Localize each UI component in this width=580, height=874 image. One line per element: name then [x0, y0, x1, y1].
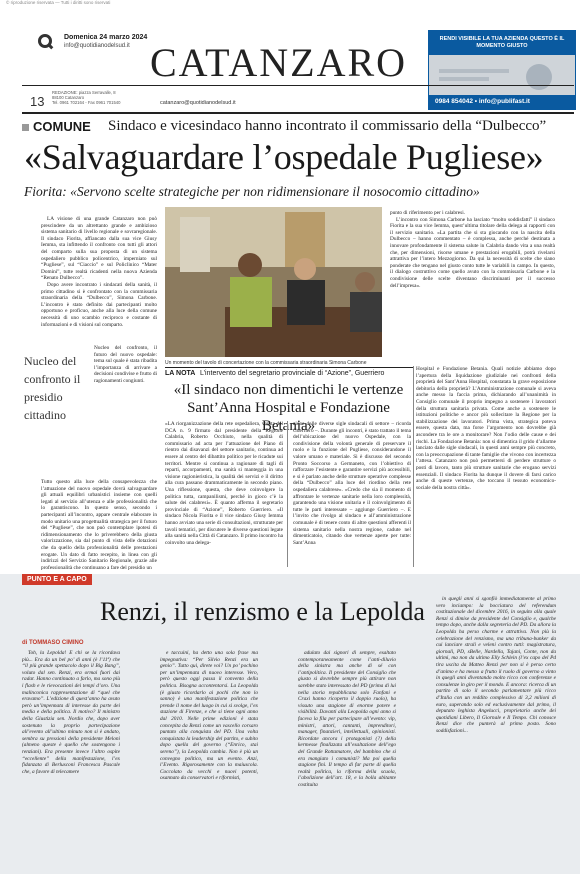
article-column-4: [390, 210, 555, 362]
redazione-block: [52, 90, 120, 106]
kicker-headline: Sindaco e vicesindaco hanno incontrato il commissario della “Dulbecco”: [108, 118, 547, 134]
nota-tag: LA NOTA: [165, 370, 196, 377]
opinion-column-1: [22, 650, 120, 864]
paragraph: Dopo avere incontrato i sindacati della sanità, il primo cittadino si è confrontato con la commissaria straordinaria della “Dulbecco”, Simona Carbone. L’incontro è stato definito dai partecipanti molto opportuno e proficuo, anche alla luce della comune necessità di uno scambio reciproco e costante di informazioni e di visioni sul comparto.: [41, 281, 157, 328]
nota-column-1: [165, 421, 283, 567]
article-title: «Salvaguardare l’ospedale Pugliese»: [24, 137, 544, 177]
paragraph: Tutto questo alla luce della consapevolezza che l’attuazione del nuovo ospedale dovrà salvaguardare gli attuali equilibri urbanistici insieme con quelli legati al servizio all’utenza e alle professionalità che lo garantiscono. In questo senso, secondo i partecipanti all’incontro, appare centrale elaborare in modo unitario una progettualità strategica per il futuro del “Pugliese”, che non può contemplare ipotesi di ridimensionamento che lo priverebbero della giusta valorizzazione, sia dal punto di vista delle dotazioni che da quello della professionalità delle prestazioni erogate. Un dato di fatto recepito, in linea con gli indirizzi del Servizio Sanitario Regionale, grazie alle professionalità che continuano a fare del presidio un: [41, 479, 157, 571]
issue-date: Domenica 24 marzo 2024: [64, 34, 148, 41]
ad-phone: 0984 854042 • info@publifast.it: [429, 95, 575, 109]
paragraph: adulato dai signori di sempre, esaltato contemporaneamente come l’anti-diluvio della sinistra ma anche di sé con l’antipolitica. Il presidente del Consiglio che giusto si dovrebbe sempre più attirare non sarebbe stato interessato del PD (prima di lui nella storia repubblicana solo Fanfani e Craxi hanno ricoperto il doppio ruolo), ha vissuto una stagione di enorme potere e visibilità. Davanti alla Leopolda ogni anno si faceva la fila per partecipare all’evento: vip, ministri, attori, cantanti, imprenditori, manager, finanzieri, intellettuali, opinionisti. Ricordate ancora i protagonisti (?) della kermesse finalizzata all’esaltazione dell’ego del Grande Rottamatore, del bambino che si era mangiato i comunisti? Ma poi quella stagione finì. Il tempo di far parte di quella realtà politica, la riforma della scuola, l’abolizione dell’art. 18, e la bolla abitante costituita: [298, 650, 396, 788]
nota-column-2: [293, 421, 411, 567]
article-photo: [165, 207, 382, 357]
paragraph: punto di riferimento per i calabresi.: [390, 210, 466, 216]
meeting-photo-icon: [165, 207, 382, 357]
photo-caption: Un momento del tavolo di concertazione con la commissaria straordinaria Simona Carbone: [165, 360, 367, 366]
paragraph: e taccuini, ha detto una sola frase ma impegnativa: “Per Silvio Renzi era un genio”. Tutto qui, direte voi? Un po’ pochino per un’impennata di nuovo interesse. Vero, però questo oggi passa il convento della politica. Bisogna accontentarsi. La Leopolda (è giusto ricordarlo ai pochi che non lo sanno) è una manifestazione politica che prende il nome del luogo in cui si svolge, l’ex stazione di Firenze, e che si tiene ogni anno dal 2010. Nelle prime edizioni è stata concepita da Renzi come un vascello corsaro puntato alla conquista del PD. Una volta conquistata la leadership del partito, e subito dopo quella del governo (“Enrico, stai sereno”), la Leopolda cambia. Non è più un convegno politico, ma un evento. Anzi, l’Evento. Rigorosamente con la maiuscola. Coccolato da vecchi e nuovi potenti, osannato da conservatori e riformisti,: [160, 650, 258, 782]
paragraph: «LA riorganizzazione della rete ospedaliera, varata dal DCA n. 9 firmato dal presidente della Regione Calabria, Roberto Occhiuto, nella qualità di commissario ad acta per l’attuazione del Piano di rientro dai disavanzi del settore sanitario, continua ad essere al centro del dibattito politico per le ricadute sui territori. Mentre si continua a ragionare di tagli di reparti, accorpamenti, ma sanità si manteggia in una visione ragionieristica, la qualità dei servizi e il diritto alla cura passano drammaticamente in secondo piano. Una riflessione, questa, che deve coinvolgere la politica tutta, campanilismi, perché in gioco c’è la salute dei calabresi». È quanto afferma il segretario provinciale di “Azione”, Roberto Guerriero. «Il sindaco Nicola Fiorita e il vice sindaco Giusy Iemma hanno avviato una serie di consultazioni, strutturate per tavoli tematici, per discutere le diverse questioni legate alla sanità nella Città di Catanzaro. Il primo incontro ha coinvolto una delega-: [165, 421, 283, 546]
copyright-line: © riproduzione riservata — Tutti i diritti sono riservati: [6, 0, 111, 5]
paragraph: Hospital e Fondazione Betania. Quali notizie abbiamo dopo l’apertura della liquidazione giudiziale nei confronti della proprietà del Sant’Anna Hospital, constatata la grave esposizione debitoria della proprietà? L’Amministrazione comunale si aveva anche messo la faccia prima, dichiarando all’unanimità in Consiglio comunale il proprio impegno a sostenere i lavoratori della struttura sanitaria privata. Come anche a sostenere le istituzioni politiche e ancor più sollecitare la Regione per la stabilizzazione dei lavoratori. Prima vista, strategica poteva essere, questa data, ma forse l’argomento non dovrebbe già ascondere tra le ore a monitorare? Non l’odio delle cause e dei rischi. La Fondazione Betania: non si dimentica il grido d’allarme lanciato dalle sigle sindacali, in questi anni sempre più concreto, con la preoccupazione di tante famiglie che vivono con incertezza l’attesa. Catanzaro non può permettersi di perdere strutture o posti di lavoro, tanto più strutture sanitarie che erogano servizi essenziali. Il sindaco Fiorita ha dunque il dovere di farsi carico anche di queste vertenze, che toccano il tessuto economico-sociale della nostra città».: [416, 366, 556, 491]
redazione-email: catanzaro@quotidianodelsud.it: [160, 100, 236, 106]
band-tag: PUNTO E A CAPO: [22, 574, 92, 585]
page-number: 13: [30, 94, 45, 109]
article-column-1-narrow: [94, 345, 157, 477]
nota-column-3: [416, 366, 556, 567]
ad-image: [429, 55, 575, 95]
paragraph: Toh, la Lepolda! E chi se la ricordava più... Era da un bel po’ di anni (è l’11ª) che “il più grande spettacolo dopo il Big Bang”, voluto dal sen. Renzi, era ormai fuori dai radar. Hanno continuato a farlo, ma sono più i flash e le rievocazioni dei tempi d’oro. Una malinconica rappresentazione di “quel che eravamo”. L’edizione di quest’anno ha avuto però un’impennata di interesse da parte dei media e della politica. Il motivo? Il ministro della Giustizia sen. Nordio che, dopo aver sostenuto la proprio partecipazione all’evento all’ultimo minuto non si è andato, sembra su pressioni della presidente Meloni (almeno queste è quello che sostengono i renziani). Era presente invece l’altro ospite “eccellente” della manifestazione, l’ex fidanzata di Berlusconi Francesca Pascale che, a favore di telecamere: [22, 650, 120, 775]
paragraph: LA visione di una grande Catanzaro non può prescindere da un altrettanto grande e ambizioso sistema sanitario di livello regionale e sovraregionale. Il sindaco Fiorita, affiancato dalla sua vice Giusy Iemma, sta infittendo il confronto con tutti gli attori del comparto sulla sua proposta di un sistema ospedaliero pubblico policentrico, imperniato sul “Pugliese”, sul “Ciaccio” e sul Policlinico “Mater Domini”, tutte realtà ricadenti nella nuova Azienda “Renato Dulbecco”.: [41, 216, 157, 282]
nota-subtitle: L’intervento del segretario provinciale di “Azione”, Guerriero: [200, 370, 385, 377]
opinion-column-3: [298, 650, 396, 864]
ad-illustration-icon: [429, 55, 575, 95]
paragraph: zione delle diverse sigle sindacali di settore – ricorda Guerriero –. Durante gli incontri, è stato trattato il tema dell’ubicazione del nuovo Ospedale, con la condivisione della volontà generale di preservare il ruolo e la funzione del Pugliese, considerandone il valore umano e materiale. Si è discusso del secondo Pronto Soccorso a Germaneto, con l’obiettivo di rafforzare l’esistente e garantire servizi più accessibili, e si è parlato anche delle strutture operative complesse della “Dulbecco” alla luce del riordino della rete ospedaliera calabrese». «Credo che sia il momento di affrontare le vertenze sanitarie nella loro complessità, garantendo una visione unitaria e il coinvolgimento di tutte le parti interessate – aggiunge Guerriero –. E l’invito che rivolgo al sindaco e all’amministrazione comunale è di tenere conto di altre questioni afferenti il sistema sanitario nella nostra regione, cadute nel dimenticatoio, citando due vertenze aperte per tutte: Sant’Anna: [293, 421, 411, 546]
redazione-line: REDAZIONE: piazza Serravalle, 8: [52, 90, 116, 95]
paragraph: Nucleo del confronto, il futuro del nuovo ospedale: tema sul quale è stata ribadita l’importanza di arrivare a decisioni condivise e frutto di ragionamenti congiunti.: [94, 345, 157, 384]
pull-quote: Nucleo del confronto il presidio cittadino: [24, 354, 81, 422]
redazione-line: Tel. 0961 702164 - Fax 0961 701540: [52, 100, 121, 106]
opinion-column-4: [436, 596, 556, 864]
ad-headline: RENDI VISIBILE LA TUA AZIENDA QUESTO È IL MOMENTO GIUSTO: [429, 31, 575, 55]
paragraph: in quegli anni si sgonfiò immediatamente al primo vero inciampo: la bocciatura del referendum costituzionale del dicembre 2016, in seguito alla quale Renzi si dimise da presidente del Consiglio e, qualche tempo dopo, anche dalla segreteria del PD. Da allora la Leopolda ha perso charme e attrattiva. Non più la celebrazione del renzismo, ma una tribuna-bunker da cui lanciare strali e veleni contro tutti: magistratura, giornali, PD, sBelle, Nardella, Tajani, Conte, non da ultimi, ma non da ultimo Elly Schlein (l’ex capo del Pd tira uscita da Matteo Renzi per non si è perso certo d’animo e ha messo a frutto il ruolo di governo a vinto in quegli anni diventando molto ricco con conferenze e consulenze in giro per il mondo. E ancora: ricerca di un partito di solo il secondo parlamentare più ricco d’Italia con un reddito complessivo di 3,2 milioni di euro, superando solo ed esclusivamente dal primo, il deputato leghista Angelucci, proprietario anche dei quotidiani Libero, Il Giornale e Il Tempo. Chi conosce Renzi dice che punterà al primo posto. Sono soddisfazioni...: [436, 596, 556, 734]
newspaper-logo-icon: [38, 34, 52, 48]
masthead-rule-top: [22, 85, 574, 86]
article-column-1: [41, 216, 157, 338]
column-divider: [287, 421, 288, 567]
nota-rule: [165, 367, 413, 368]
paragraph: L’incontro con Simona Carbone ha lasciato “molto soddisfatti” il sindaco Fiorita e la sua vice Iemma, quest’ultima titolare della delega ai rapporti con il servizio sanitario. «La partita che si sta giocando con la nascita della Dulbecco – hanno commentato – è complessa, anche perché destinata a innovare profondamente il sistema salute in Calabria dando vita a una realtà che, per dimensioni, risorse umane e prestazioni erogabili, potrà rivelarsi attrattiva per l’intero Mezzogiorno. Da qui la necessità di scelte che siano ponderate che tengano nel giusto conto tutte le variabili in campo. In questo, il dialogo costruttivo come quello avuto con la commissaria Carbone e la condivisione delle scelte diventano discriminanti per il successo dell’impresa».: [390, 216, 555, 289]
redazione-line: 88100 Catanzaro: [52, 95, 85, 101]
byline: di TOMMASO CIMINO: [22, 640, 84, 646]
article-subtitle: Fiorita: «Servono scelte strategiche per non ridimensionare il nosocomio cittadino»: [24, 184, 480, 199]
masthead-rule-bottom: [22, 112, 574, 114]
column-divider: [413, 366, 414, 567]
advertisement: [428, 30, 576, 110]
article-column-1-bottom: [41, 479, 157, 571]
opinion-title: Renzi, il renzismo e la Lepolda: [100, 597, 425, 626]
kicker-label: COMUNE: [33, 119, 91, 134]
opinion-column-2: [160, 650, 258, 864]
section-city-title: CATANZARO: [150, 40, 408, 85]
nota-headline: «Il sindaco non dimentichi le vertenze Sant’Anna Hospital e Fondazione Betania»: [173, 382, 404, 434]
masthead-email: info@quotidianodelsud.it: [64, 43, 130, 49]
kicker-marker: [22, 124, 29, 131]
